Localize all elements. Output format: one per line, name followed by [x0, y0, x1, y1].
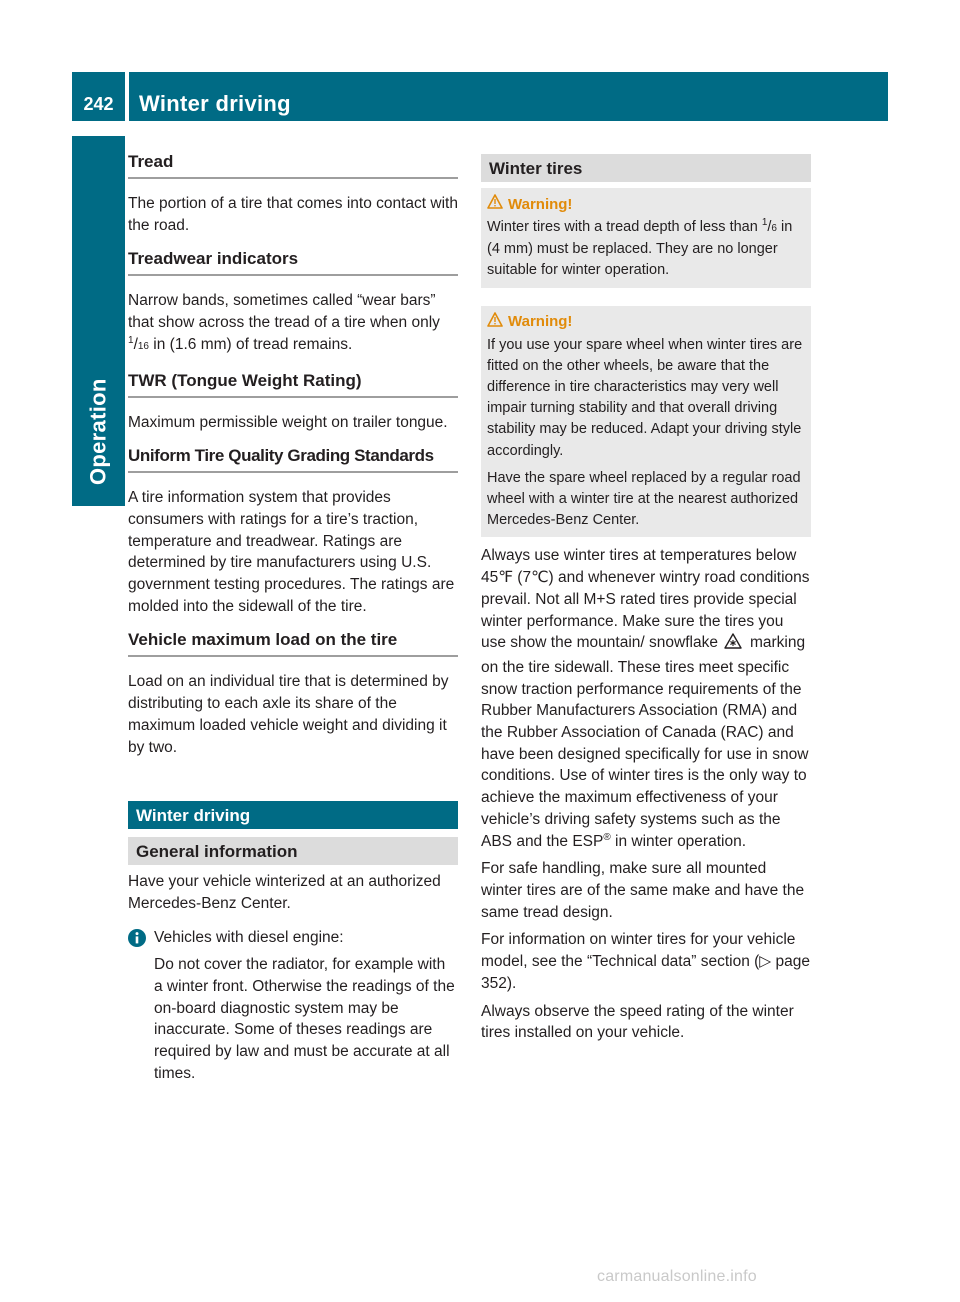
treadwear-text-pre: Narrow bands, sometimes called “wear bars” that show across the tread of a tire when only	[128, 292, 440, 332]
watermark: carmanualsonline.info	[597, 1268, 757, 1285]
warning-spare-wheel-advice: Have the spare wheel replaced by a regular road wheel with a winter tire at the nearest authorized Mercedes-Benz Center.	[487, 469, 801, 529]
fraction-numerator: 1	[761, 217, 768, 229]
warning-triangle-icon	[487, 194, 503, 214]
term-vehicle-max-load: Vehicle maximum load on the tire	[128, 628, 458, 657]
header-divider	[125, 72, 129, 121]
general-information-heading: General information	[128, 837, 458, 865]
diesel-note	[128, 927, 458, 1085]
utqg-definition: A tire information system that provides consumers with ratings for a tire’s traction, temperature and treadwear. Ratings are determined by tire manufacturers using U.S. government testing procedures. The ratings are molded into the sidewall of the tire.	[128, 489, 455, 615]
treadwear-definition: Narrow bands, sometimes called “wear bars” that show across the tread of a tire when only $^1$/16 in (1.6 mm) of tread remains.	[128, 292, 440, 353]
page-number: 242	[83, 94, 114, 114]
term-treadwear-indicators: Treadwear indicators	[128, 247, 458, 276]
fraction-denominator: 16	[137, 340, 149, 352]
warning-header	[487, 312, 803, 332]
tread-definition: The portion of a tire that comes into contact with the road.	[128, 195, 458, 234]
warning-tread-depth	[481, 188, 811, 288]
page-reference-arrow-icon: ▷	[759, 953, 772, 971]
winter-tires-text-post: marking on the tire sidewall. These tires meet specific snow traction performance requirements of the Rubber Manufacturers Association (RMA) and the Rubber Association of Canada (RAC) and have been designed specifically for use in snow conditions. Use of winter tires is the only way to achieve the maximum effectiveness of your vehicle’s driving safety systems such as the ABS and the ESP	[481, 634, 809, 850]
treadwear-text-post: in (1.6 mm) of tread remains.	[149, 335, 353, 353]
warning-label: Warning!	[508, 195, 573, 213]
warning-tread-depth-text: Winter tires with a tread depth of less than $^1$/6 in (4 mm) must be replaced. They are no longer suitable for winter operation.	[487, 217, 793, 279]
vehicle-max-load-definition: Load on an individual tire that is determined by distributing to each axle its share of the maximum loaded vehicle weight and dividing it by two.	[128, 673, 449, 756]
warning-triangle-icon	[487, 312, 503, 332]
speed-rating-paragraph: Always observe the speed rating of the winter tires installed on your vehicle.	[481, 1002, 794, 1042]
term-twr: TWR (Tongue Weight Rating)	[128, 369, 458, 398]
term-utqg: Uniform Tire Quality Grading Standards	[128, 444, 458, 473]
mountain-snowflake-icon	[724, 632, 742, 657]
section-side-tab	[72, 136, 125, 506]
page-title: Winter driving	[139, 91, 291, 116]
info-icon	[128, 929, 148, 1085]
fraction-numerator: 1	[128, 334, 134, 346]
winter-driving-heading: Winter driving	[128, 801, 458, 829]
left-column	[128, 150, 458, 1085]
safe-handling-paragraph: For safe handling, make sure all mounted winter tires are of the same make and have the same tread design.	[481, 860, 805, 921]
twr-definition: Maximum permissible weight on trailer tongue.	[128, 413, 448, 431]
warning1-text-pre: Winter tires with a tread depth of less than	[487, 219, 762, 235]
registered-mark: ®	[603, 831, 611, 843]
side-tab-label: Operation	[85, 378, 111, 486]
tech-ref-text-pre: For information on winter tires for your vehicle model, see the “Technical data” section (	[481, 931, 796, 971]
winter-tires-paragraph	[481, 545, 811, 852]
warning-spare-wheel-text: If you use your spare wheel when winter tires are fitted on the other wheels, be aware that the difference in tire characteristics may very well impair turning stability and that overall driving stability may be reduced. Adapt your driving style accordingly.	[487, 336, 803, 459]
term-tread: Tread	[128, 150, 458, 179]
winter-tires-text-end: in winter operation.	[610, 832, 747, 850]
general-information-text: Have your vehicle winterized at an authorized Mercedes-Benz Center.	[128, 873, 441, 912]
diesel-note-text: Do not cover the radiator, for example with a winter front. Otherwise the readings of the on-board diagnostic system may be inaccurate. Some of theses readings are required by law and must be accurate at all times.	[154, 956, 455, 1082]
right-column	[481, 154, 811, 1044]
warning1-text-post: in (4 mm) must be replaced. They are no longer suitable for winter operation.	[487, 219, 793, 279]
tech-ref-text-post: page 352).	[481, 953, 810, 992]
diesel-note-body	[148, 927, 458, 1085]
diesel-note-title: Vehicles with diesel engine:	[154, 928, 344, 946]
page-header	[72, 72, 888, 121]
warning-spare-wheel	[481, 306, 811, 538]
warning-label: Warning!	[508, 313, 573, 331]
warning-header	[487, 194, 803, 214]
fraction-denominator: 6	[771, 223, 777, 234]
technical-data-reference	[481, 929, 811, 994]
winter-tires-heading: Winter tires	[481, 154, 811, 182]
winter-tires-text-pre: Always use winter tires at temperatures below 45℉ (7℃) and whenever wintry road conditions prevail. Not all M+S rated tires provide special winter performance. Make sure the tires you use show the mountain/ snowflake	[481, 547, 810, 652]
